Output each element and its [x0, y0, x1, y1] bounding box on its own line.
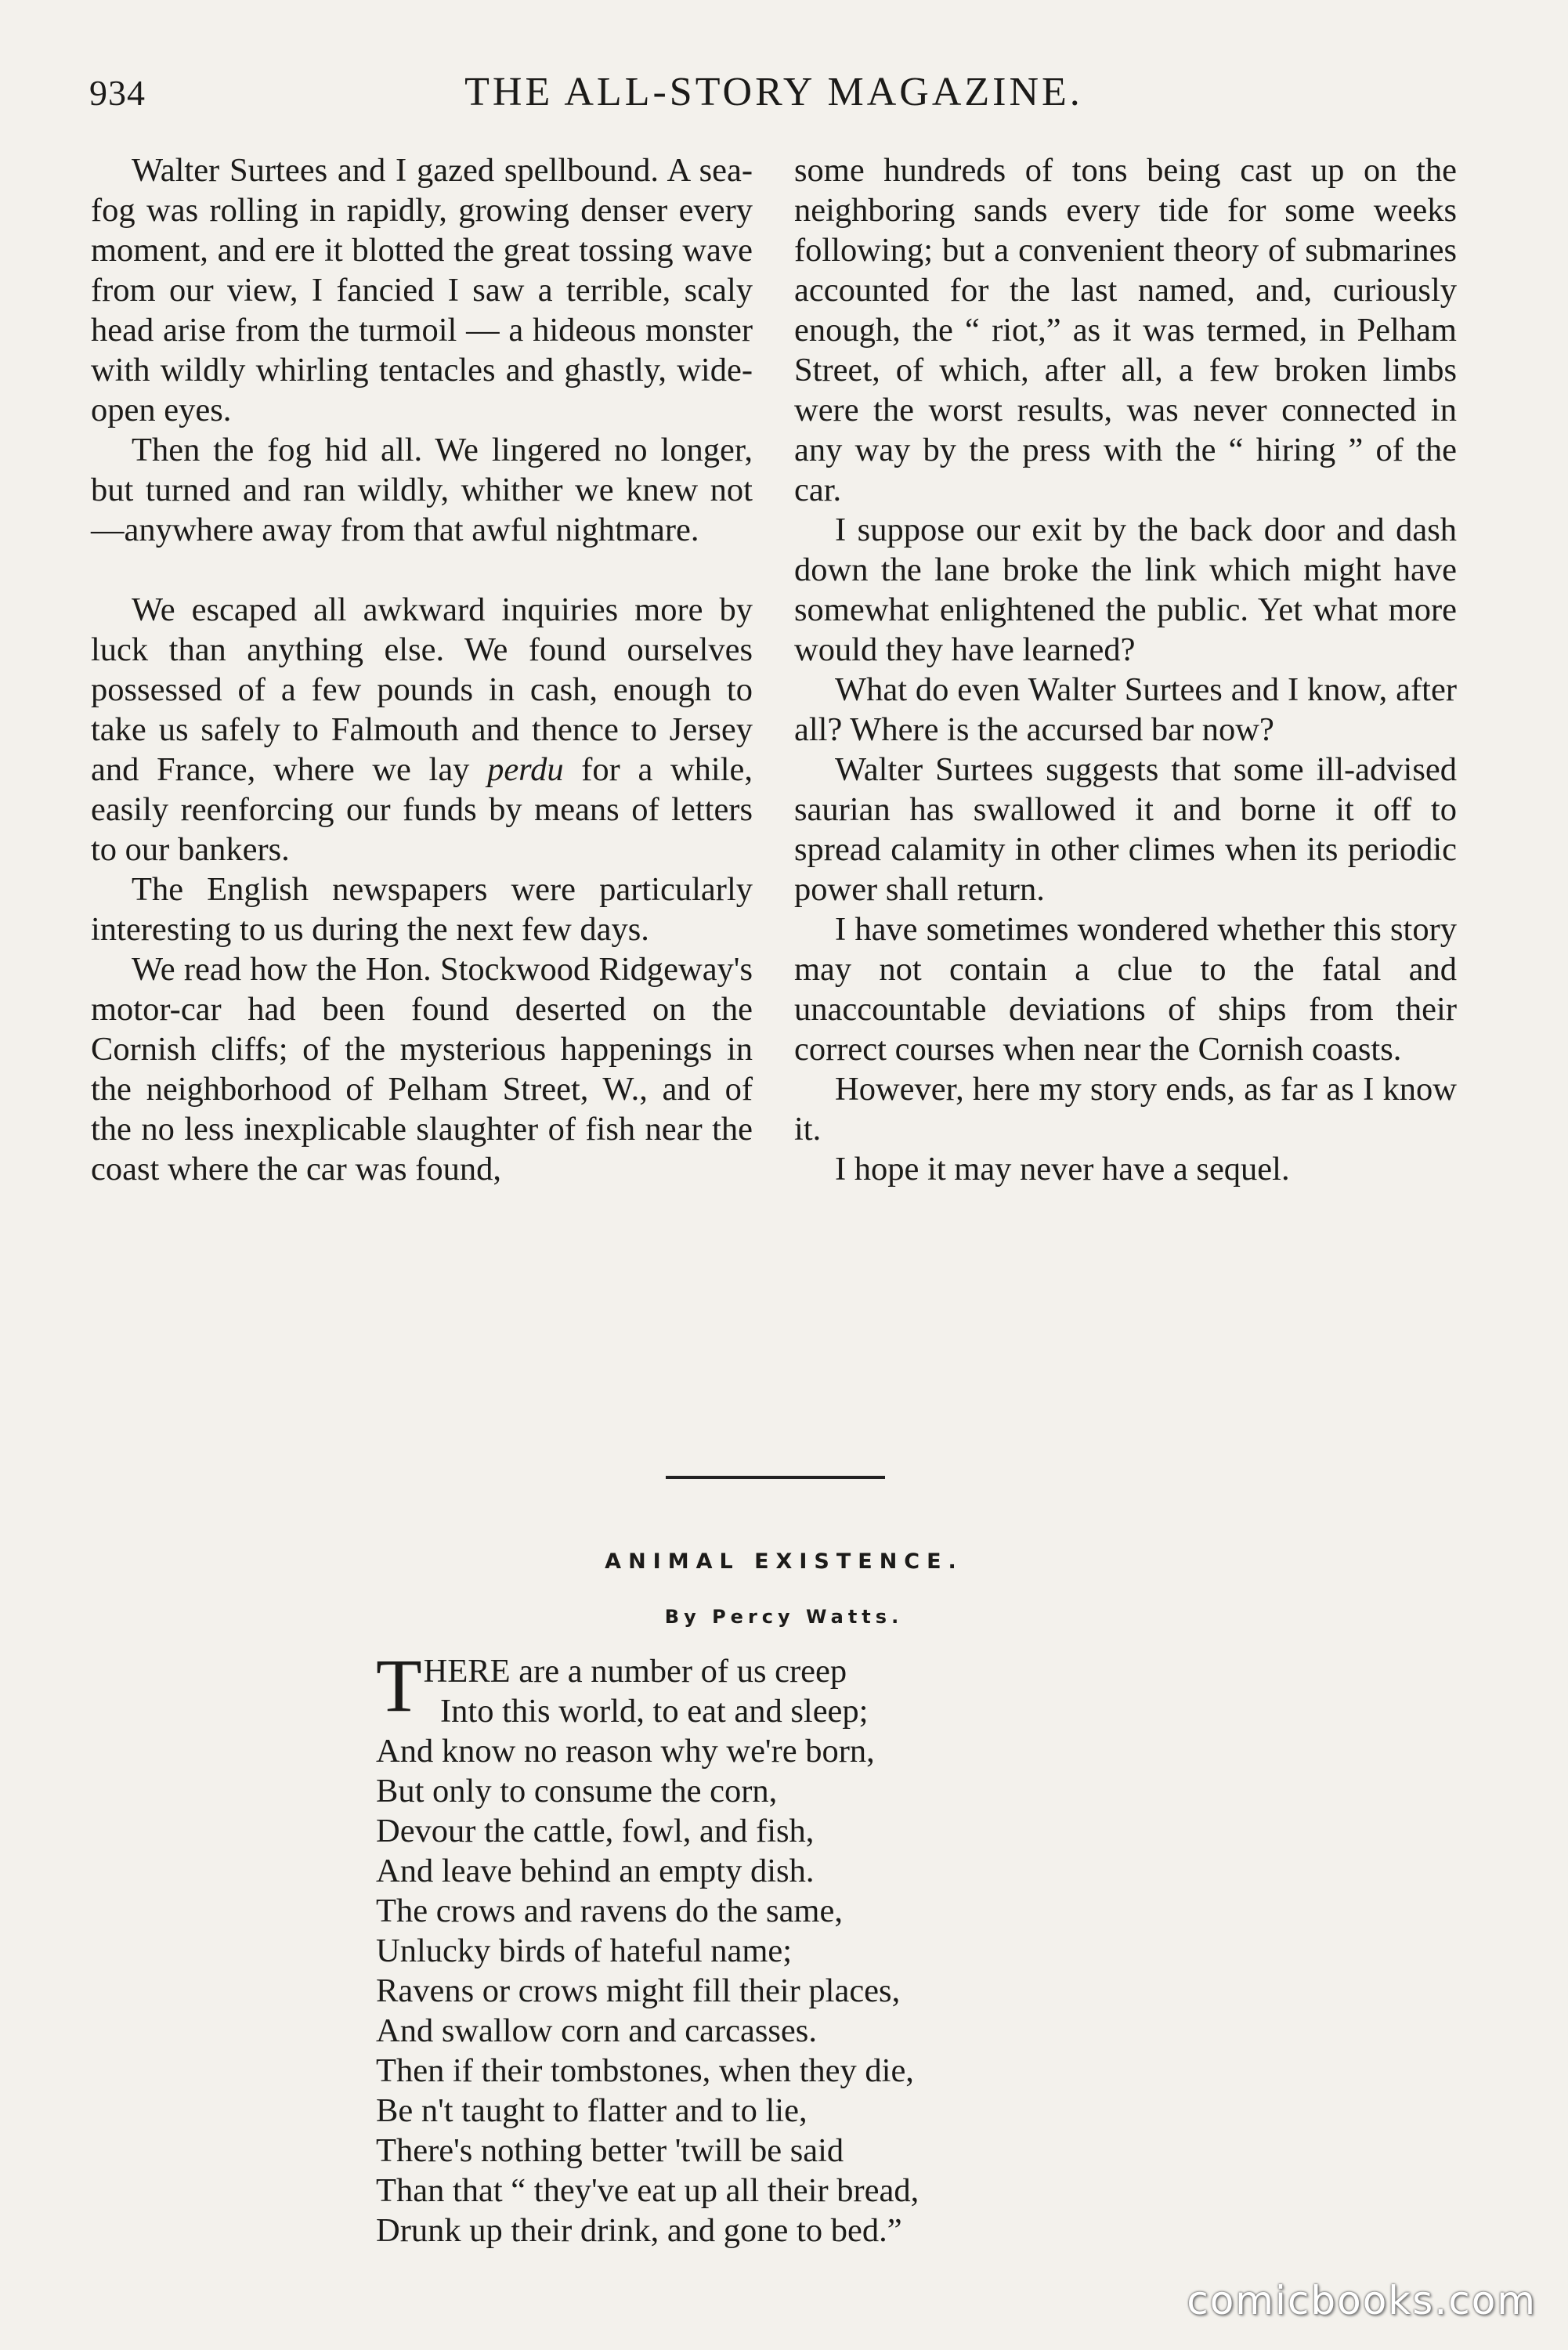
poem-line: The crows and ravens do the same, [376, 1893, 843, 1929]
paragraph [91, 590, 753, 870]
poem-line: Be n't taught to flatter and to lie, [376, 2092, 807, 2129]
running-title: THE ALL-STORY MAGAZINE. [464, 70, 1083, 114]
poem-line: Than that “ they've eat up all their bread, [376, 2172, 919, 2209]
poem-line: And leave behind an empty dish. [376, 1853, 815, 1889]
paragraph-text: We escaped all awkward inquiries more by luck than anything else. We found ourselves possessed of a few pounds in cash, enough to take us safely to Falmouth and thence to Jersey and France, where we lay [91, 591, 753, 788]
page-number: 934 [89, 73, 146, 113]
page-header [89, 69, 1458, 124]
paragraph: some hundreds of tons being cast up on the neighboring sands every tide for some weeks following; but a convenient theory of submarines accounted for the last named, and, curiously enough, the “ riot,” as it was termed, in Pelham Street, of which, after all, a few broken limbs were the worst results, was never connected in any way by the press with the “ hiring ” of the car. [794, 152, 1457, 508]
poem-line: Drunk up their drink, and gone to bed.” [376, 2212, 902, 2249]
poem-line: Unlucky birds of hateful name; [376, 1932, 793, 1969]
left-column [91, 150, 753, 1189]
paragraph: Walter Surtees and I gazed spellbound. A sea-fog was rolling in rapidly, growing denser every moment, and ere it blotted the great tossing wave from our view, I fancied I saw a terrible, scaly head arise from the turmoil — a hideous monster with wildly whirling tentacles and ghastly, wide-open eyes. [91, 152, 753, 428]
section-divider [666, 1476, 885, 1479]
section-break [91, 550, 753, 590]
paragraph: I have sometimes wondered whether this story may not contain a clue to the fatal and unaccountable deviations of ships from their correct courses when near the Cornish coasts. [794, 911, 1457, 1068]
poem-byline: By Percy Watts. [664, 1606, 904, 1628]
italic-word: perdu [487, 751, 564, 788]
right-column [794, 150, 1457, 1189]
poem-line: And swallow corn and carcasses. [376, 2012, 817, 2049]
paragraph: Then the fog hid all. We lingered no longer, but turned and ran wildly, whither we knew not—anywhere away from that awful nightmare. [91, 432, 753, 548]
poem-title: ANIMAL EXISTENCE. [605, 1549, 963, 1574]
poem-line: HERE are a number of us creep [423, 1653, 847, 1690]
drop-cap: T [376, 1643, 422, 1727]
paragraph: We read how the Hon. Stockwood Ridgeway's motor-car had been found deserted on the Cornish cliffs; of the mysterious happenings in the neighborhood of Pelham Street, W., and of the no less inexplicable slaughter of fish near the coast where the car was found, [91, 951, 753, 1188]
paragraph-text: for a while, easily reenforcing our funds by means of letters to our bankers. [91, 751, 753, 868]
poem-line: Ravens or crows might fill their places, [376, 1972, 901, 2009]
paragraph: Walter Surtees suggests that some ill-advised saurian has swallowed it and borne it off to spread calamity in other climes when its periodic power shall return. [794, 751, 1457, 908]
paragraph: I hope it may never have a sequel. [835, 1151, 1290, 1188]
poem-line: Devour the cattle, fowl, and fish, [376, 1813, 815, 1849]
poem-line: Into this world, to eat and sleep; [440, 1693, 869, 1730]
poem-line: Then if their tombstones, when they die, [376, 2052, 914, 2089]
poem [376, 1643, 1237, 2251]
watermark: comicbooks.com [1187, 2278, 1537, 2323]
poem-line: And know no reason why we're born, [376, 1733, 875, 1770]
paragraph: I suppose our exit by the back door and dash down the lane broke the link which might have somewhat enlightened the public. Yet what more would they have learned? [794, 512, 1457, 668]
paragraph: However, here my story ends, as far as I know it. [794, 1071, 1457, 1148]
paragraph: The English newspapers were particularly interesting to us during the next few days. [91, 871, 753, 948]
paragraph: What do even Walter Surtees and I know, after all? Where is the accursed bar now? [794, 671, 1457, 748]
poem-line: There's nothing better 'twill be said [376, 2132, 844, 2169]
poem-line: But only to consume the corn, [376, 1773, 778, 1810]
